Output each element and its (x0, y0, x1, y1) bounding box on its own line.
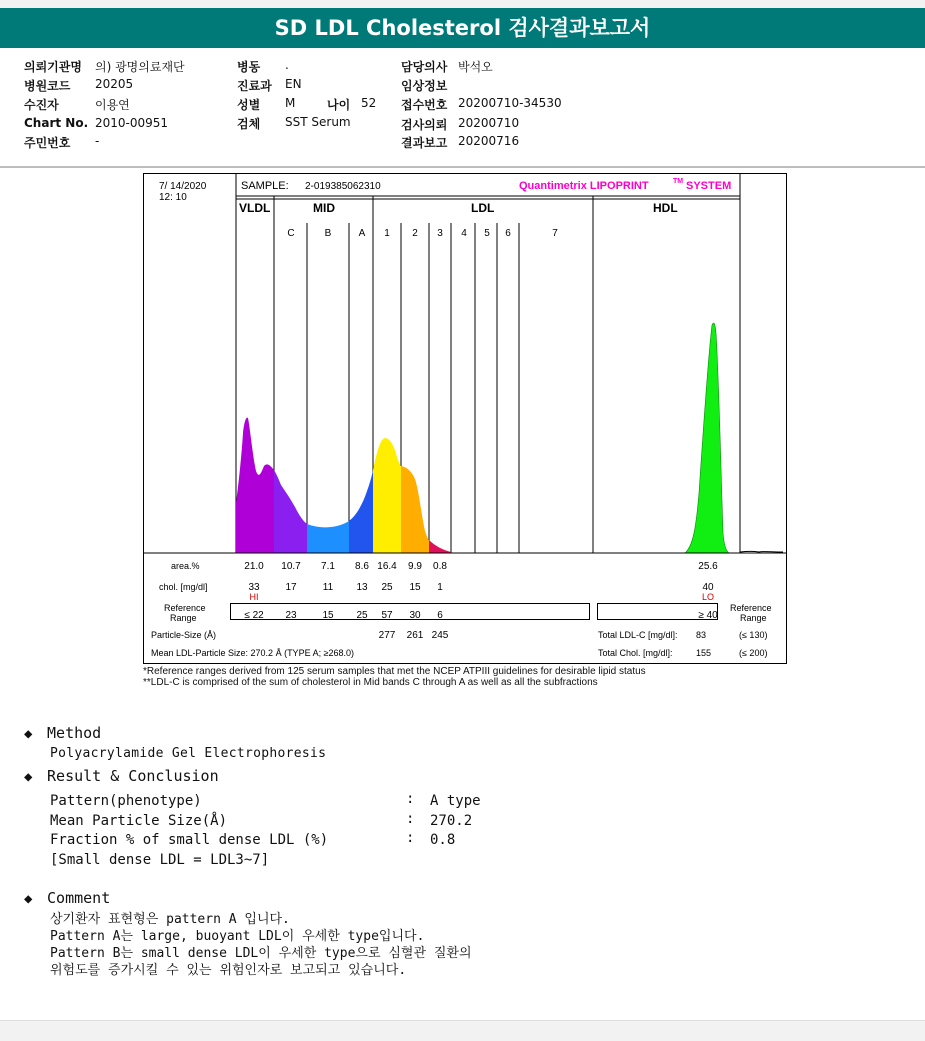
size-value-ldl-2: 261 (406, 630, 424, 641)
label-patient: 수진자 (24, 98, 59, 112)
band-label-7: 7 (552, 228, 558, 239)
result-note: [Small dense LDL = LDL3~7] (50, 852, 270, 868)
value-chart-no: 2010-00951 (95, 116, 169, 130)
group-hdl: HDL (653, 201, 678, 215)
bottom-strip (0, 1020, 925, 1041)
sample-label: SAMPLE: (241, 180, 289, 192)
chol-value-mid-c: 17 (285, 582, 297, 593)
value-report-date: 20200716 (458, 134, 520, 148)
value-request-date: 20200710 (458, 116, 520, 130)
report-title: SD LDL Cholesterol 검사결과보고서 (0, 8, 925, 48)
result-label-pattern: Pattern(phenotype) (50, 793, 202, 809)
area-value-ldl-1: 16.4 (377, 561, 397, 572)
band-label-a: A (358, 228, 366, 239)
group-ldl: LDL (471, 201, 495, 215)
band-label-b: B (324, 228, 332, 239)
label-age: 나이 (327, 98, 351, 112)
total-ldl-ref: (≤ 130) (739, 630, 768, 640)
ref-value-ldl-1: 57 (381, 610, 393, 621)
label-sex: 성별 (237, 98, 261, 112)
label-institution: 의뢰기관명 (24, 60, 82, 74)
area-value-mid-b: 7.1 (321, 561, 335, 572)
label-report-date: 결과보고 (401, 136, 448, 150)
comment-heading-text: Comment (47, 889, 111, 907)
band-label-2: 2 (412, 228, 418, 239)
result-value-pattern: A type (430, 793, 481, 809)
result-sep-2: : (406, 811, 415, 827)
footnote-2: **LDL-C is comprised of the sum of cholesterol in Mid bands C through A as well as all the subfractions (143, 677, 598, 688)
ref-value-ldl-3: 6 (437, 610, 443, 621)
particle-size-label: Particle-Size (Å) (151, 630, 217, 640)
total-chol-value: 155 (696, 648, 712, 658)
comment-line-3: Pattern B는 small dense LDL이 우세한 type으로 심혈관 질환의 (50, 946, 472, 961)
value-department: EN (285, 77, 302, 91)
result-label-sdldl: Fraction % of small dense LDL (%) (50, 832, 329, 848)
lipoprint-report (143, 173, 788, 665)
result-label-mean-size: Mean Particle Size(Å) (50, 813, 228, 829)
row-chol-label: chol. [mg/dl] (159, 582, 208, 592)
chol-value-ldl-1: 25 (381, 582, 393, 593)
comment-heading (24, 889, 110, 907)
ref-value-mid-b: 15 (322, 610, 334, 621)
band-label-5: 5 (484, 228, 490, 239)
comment-line-1: 상기환자 표현형은 pattern A 입니다. (50, 912, 290, 927)
result-heading (24, 767, 219, 785)
label-chart-no: Chart No. (24, 116, 89, 130)
value-age: 52 (361, 96, 377, 110)
row-ref-label-1: Reference (164, 603, 206, 613)
mean-size-text: Mean LDL-Particle Size: 270.2 Å (TYPE A; ≥268.0) (151, 648, 355, 658)
result-value-sdldl: 0.8 (430, 832, 456, 848)
value-institution: 의) 광명의료재단 (95, 60, 185, 74)
total-chol-label: Total Chol. [mg/dl]: (598, 648, 673, 658)
label-receipt-no: 접수번호 (401, 98, 448, 112)
value-physician: 박석오 (458, 60, 493, 74)
ref-value-mid-c: 23 (285, 610, 297, 621)
area-value-mid-a: 8.6 (355, 561, 369, 572)
label-ward: 병동 (237, 60, 261, 74)
value-resident-no: - (95, 134, 100, 148)
value-hospital-code: 20205 (95, 77, 134, 91)
result-value-mean-size: 270.2 (430, 813, 473, 829)
label-specimen: 검체 (237, 117, 261, 131)
band-label-6: 6 (505, 228, 511, 239)
group-vldl: VLDL (239, 201, 271, 215)
top-strip (0, 0, 925, 8)
total-ldl-label: Total LDL-C [mg/dl]: (598, 630, 678, 640)
label-clinical-info: 임상정보 (401, 79, 448, 93)
band-label-4: 4 (461, 228, 467, 239)
label-physician: 담당의사 (401, 60, 448, 74)
area-value-ldl-3: 0.8 (433, 561, 447, 572)
label-department: 진료과 (237, 79, 272, 93)
lo-flag: LO (701, 592, 715, 602)
method-heading (24, 724, 101, 742)
area-value-vldl: 21.0 (244, 561, 264, 572)
total-chol-ref: (≤ 200) (739, 648, 768, 658)
diamond-bullet-icon: ◆ (24, 769, 33, 785)
diamond-bullet-icon: ◆ (24, 891, 33, 907)
label-resident-no: 주민번호 (24, 136, 71, 150)
comment-line-2: Pattern A는 large, buoyant LDL이 우세한 type입니다. (50, 929, 425, 944)
report-frame (144, 174, 787, 664)
method-heading-text: Method (47, 724, 102, 742)
ref-right-label-1: Reference (730, 603, 772, 613)
label-hospital-code: 병원코드 (24, 79, 71, 93)
area-value-hdl: 25.6 (698, 561, 718, 572)
area-value-mid-c: 10.7 (281, 561, 301, 572)
ref-value-ldl-2: 30 (409, 610, 421, 621)
chol-value-ldl-2: 15 (409, 582, 421, 593)
chol-value-mid-b: 11 (322, 582, 334, 593)
band-label-c: C (287, 228, 295, 239)
method-text: Polyacrylamide Gel Electrophoresis (50, 746, 327, 761)
chol-value-ldl-3: 1 (437, 582, 443, 593)
total-ldl-value: 83 (696, 630, 707, 640)
report-time: 12: 10 (159, 192, 187, 203)
comment-line-4: 위험도를 증가시킬 수 있는 위험인자로 보고되고 있습니다. (50, 963, 407, 978)
size-value-ldl-1: 277 (378, 630, 396, 641)
area-value-ldl-2: 9.9 (408, 561, 422, 572)
group-mid: MID (313, 201, 335, 215)
ref-right-label-2: Range (740, 613, 767, 623)
row-ref-label-2: Range (170, 613, 197, 623)
ref-value-mid-a: 25 (356, 610, 368, 621)
result-sep-1: : (406, 791, 415, 807)
sample-id: 2-019385062310 (305, 181, 381, 192)
ref-value-hdl: ≥ 40 (698, 610, 718, 621)
footnote-1: *Reference ranges derived from 125 serum samples that met the NCEP ATPIII guidelines for desirable lipid status (143, 666, 646, 677)
value-receipt-no: 20200710-34530 (458, 96, 562, 110)
diamond-bullet-icon: ◆ (24, 726, 33, 742)
label-request-date: 검사의뢰 (401, 118, 448, 132)
value-ward: . (285, 58, 289, 72)
value-specimen: SST Serum (285, 115, 351, 129)
band-label-3: 3 (437, 228, 443, 239)
value-sex: M (285, 96, 296, 110)
ref-value-vldl: ≤ 22 (244, 610, 264, 621)
chol-value-vldl: 33 (248, 582, 260, 593)
value-patient: 이용연 (95, 98, 130, 112)
brand-name: Quantimetrix LIPOPRINT (519, 180, 649, 192)
result-heading-text: Result & Conclusion (47, 767, 219, 785)
band-label-1: 1 (384, 228, 390, 239)
row-area-label: area.% (171, 561, 200, 571)
brand-system: SYSTEM (686, 180, 732, 192)
brand-tm: TM (673, 178, 684, 185)
report-date: 7/ 14/2020 (159, 181, 207, 192)
result-sep-3: : (406, 830, 415, 846)
size-value-ldl-3: 245 (431, 630, 449, 641)
hi-flag: HI (249, 592, 259, 602)
patient-header (0, 48, 925, 168)
chol-value-hdl: 40 (702, 582, 714, 593)
chol-value-mid-a: 13 (356, 582, 368, 593)
